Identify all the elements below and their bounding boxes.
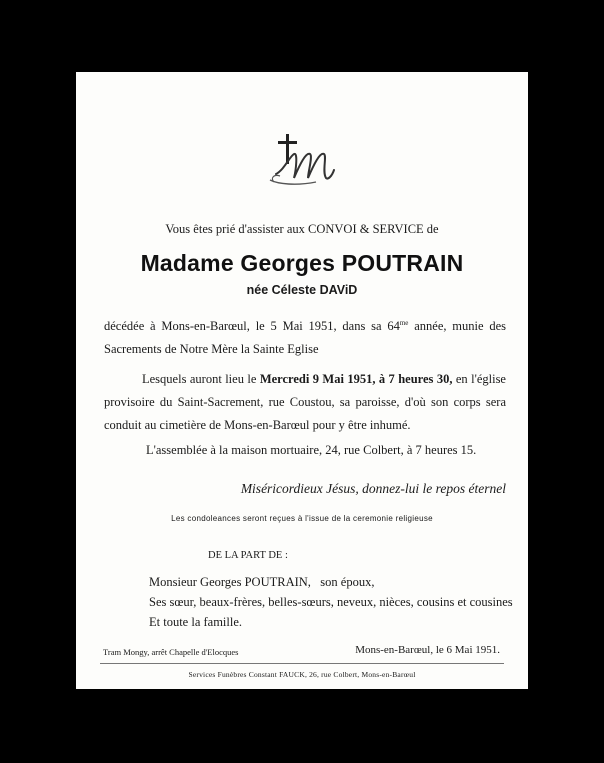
invitation-line: Vous êtes prié d'assister aux CONVOI & SERVICE de	[165, 222, 439, 236]
footer-divider	[100, 663, 504, 664]
ceremony-date: Mercredi 9 Mai 1951, à 7 heures 30,	[259, 372, 453, 386]
assembly-paragraph: L'assemblée à la maison mortuaire, 24, rue Colbert, à 7 heures 15.	[146, 443, 477, 457]
cross-m-monogram-icon	[256, 130, 352, 194]
from-label: DE LA PART DE :	[208, 550, 288, 561]
death-paragraph	[104, 312, 506, 361]
funeral-notice-card	[76, 72, 528, 689]
deceased-name: Madame Georges POUTRAIN	[140, 250, 464, 276]
place-date: Mons-en-Barœul, le 6 Mai 1951.	[355, 644, 500, 656]
prayer-line: Miséricordieux Jésus, donnez-lui le repos éternel	[240, 481, 506, 496]
condolences-notice: Les condoleances seront reçues à l'issue de la ceremonie religieuse	[171, 514, 433, 523]
death-text-a: décédée à Mons-en-Barœul, le 5 Mai 1951, dans sa 64	[104, 319, 400, 334]
family-list	[149, 572, 513, 632]
maiden-name: née Céleste DAViD	[246, 283, 358, 297]
death-text-b: année, munie des Sacrements de Notre Mère la Sainte Eglise	[104, 319, 506, 357]
family-line-relatives: Ses sœur, beaux-frères, belles-sœurs, neveux, nièces, cousins et cousines	[149, 595, 513, 609]
tram-directions: Tram Mongy, arrêt Chapelle d'Elocques	[103, 647, 239, 657]
ceremony-text-b: en l'église provisoire du Saint-Sacrement, rue Coustou, sa paroisse, d'où son corps sera conduit au cimetière de Mons-en-Barœul pour y être inhumé.	[104, 372, 506, 432]
ceremony-text-a: Lesquels auront lieu le	[142, 372, 260, 386]
family-line-spouse: Monsieur Georges POUTRAIN, son époux,	[149, 575, 375, 589]
ceremony-paragraph	[104, 368, 506, 437]
printer-imprint: Services Funèbres Constant FAUCK, 26, rue Colbert, Mons-en-Barœul	[188, 670, 416, 679]
family-line-all: Et toute la famille.	[149, 615, 243, 629]
ordinal-suffix: me	[399, 319, 409, 327]
